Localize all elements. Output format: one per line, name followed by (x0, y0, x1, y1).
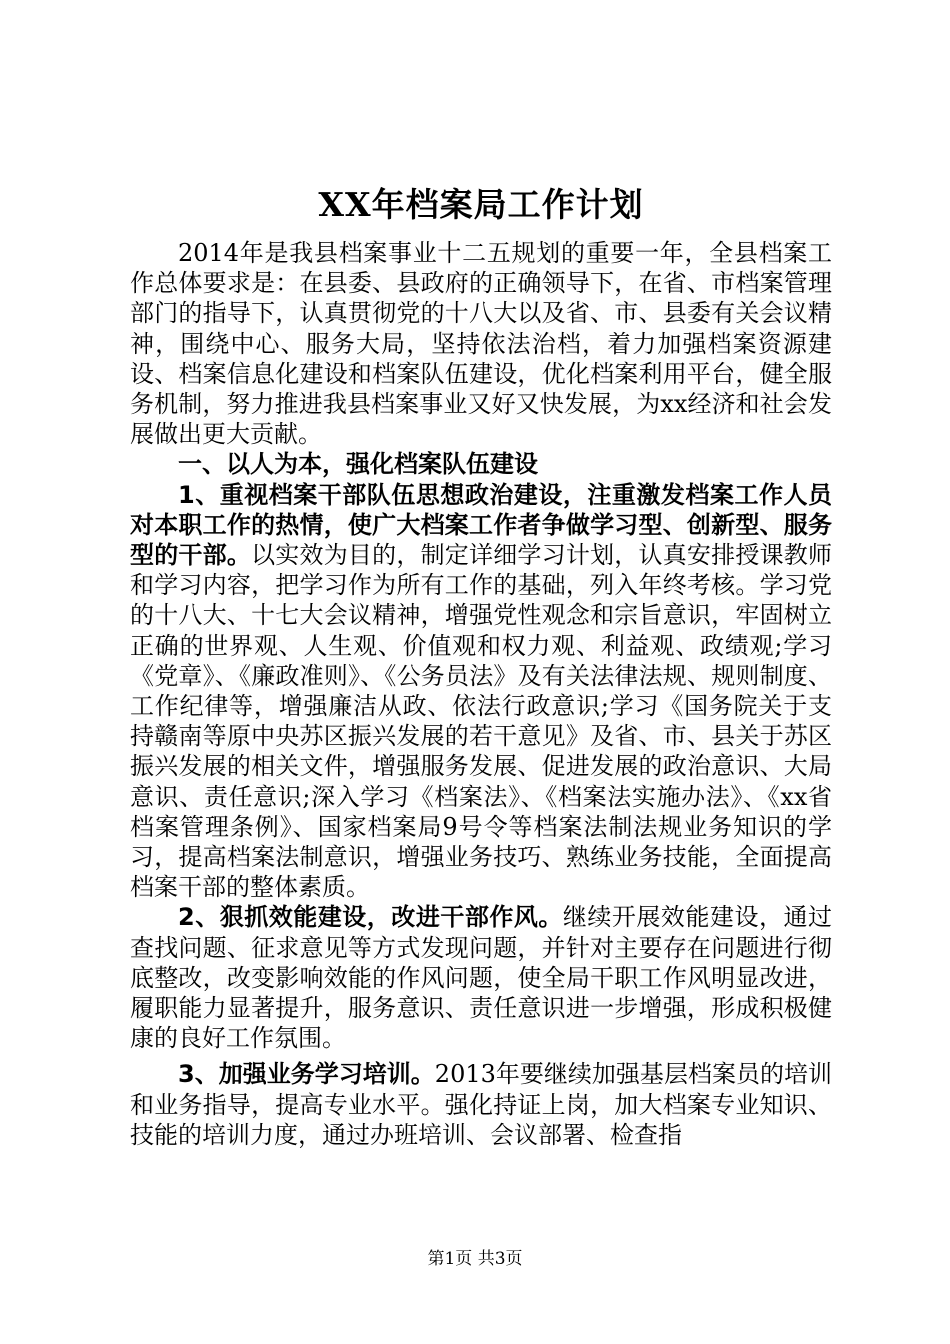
item-3-paragraph (130, 1059, 832, 1150)
item-2-lead: 2、狠抓效能建设，改进干部作风。 (178, 903, 563, 932)
item-3-lead: 3、加强业务学习培训。 (178, 1060, 435, 1089)
page-footer: 第1页 共3页 (427, 1249, 523, 1269)
section-1-heading: 一、以人为本，强化档案队伍建设 (178, 450, 538, 479)
document-body (130, 238, 832, 1150)
item-3-body: 2013年要继续加强基层档案员的培训和业务指导，提高专业水平。强化持证上岗，加大档案专业知识、技能的培训力度，通过办班培训、会议部署、检查指 (130, 1060, 832, 1149)
item-1-body: 以实效为目的，制定详细学习计划，认真安排授课教师和学习内容，把学习作为所有工作的基础，列入年终考核。学习党的十八大、十七大会议精神，增强党性观念和宗旨意识，牢固树立正确的世界观、人生观、价值观和权力观、利益观、政绩观;学习《党章》、《廉政准则》、《公务员法》及有关法律法规、规则制度、工作纪律等，增强廉洁从政、依法行政意识;学习《国务院关于支持赣南等原中央苏区振兴发展的若干意见》及省、市、县关于苏区振兴发展的相关文件，增强服务发展、促进发展的政治意识、大局意识、责任意识;深入学习《档案法》、《档案法实施办法》、《xx省档案管理条例》、国家档案局9号令等档案法制法规业务知识的学习，提高档案法制意识，增强业务技巧、熟练业务技能，全面提高档案干部的整体素质。 (130, 541, 833, 902)
document-title: XX年档案局工作计划 (318, 185, 644, 224)
item-1-lead: 1、重视档案干部队伍思想政治建设，注重激发档案工作人员对本职工作的热情，使广大档案工作者争做学习型、创新型、服务型的干部。 (130, 480, 832, 570)
item-1-paragraph (130, 480, 832, 903)
intro-paragraph: 2014年是我县档案事业十二五规划的重要一年，全县档案工作总体要求是：在县委、县政府的正确领导下，在省、市档案管理部门的指导下，认真贯彻党的十八大以及省、市、县委有关会议精神，围绕中心、服务大局，坚持依法治档，着力加强档案资源建设、档案信息化建设和档案队伍建设，优化档案利用平台，健全服务机制，努力推进我县档案事业又好又快发展，为xx经济和社会发展做出更大贡献。 (130, 239, 832, 449)
item-2-body: 继续开展效能建设，通过查找问题、征求意见等方式发现问题，并针对主要存在问题进行彻底整改，改变影响效能的作风问题，使全局干职工作风明显改进，履职能力显著提升，服务意识、责任意识进一步增强，形成积极健康的良好工作氛围。 (130, 903, 833, 1053)
item-2-paragraph (130, 902, 832, 1053)
